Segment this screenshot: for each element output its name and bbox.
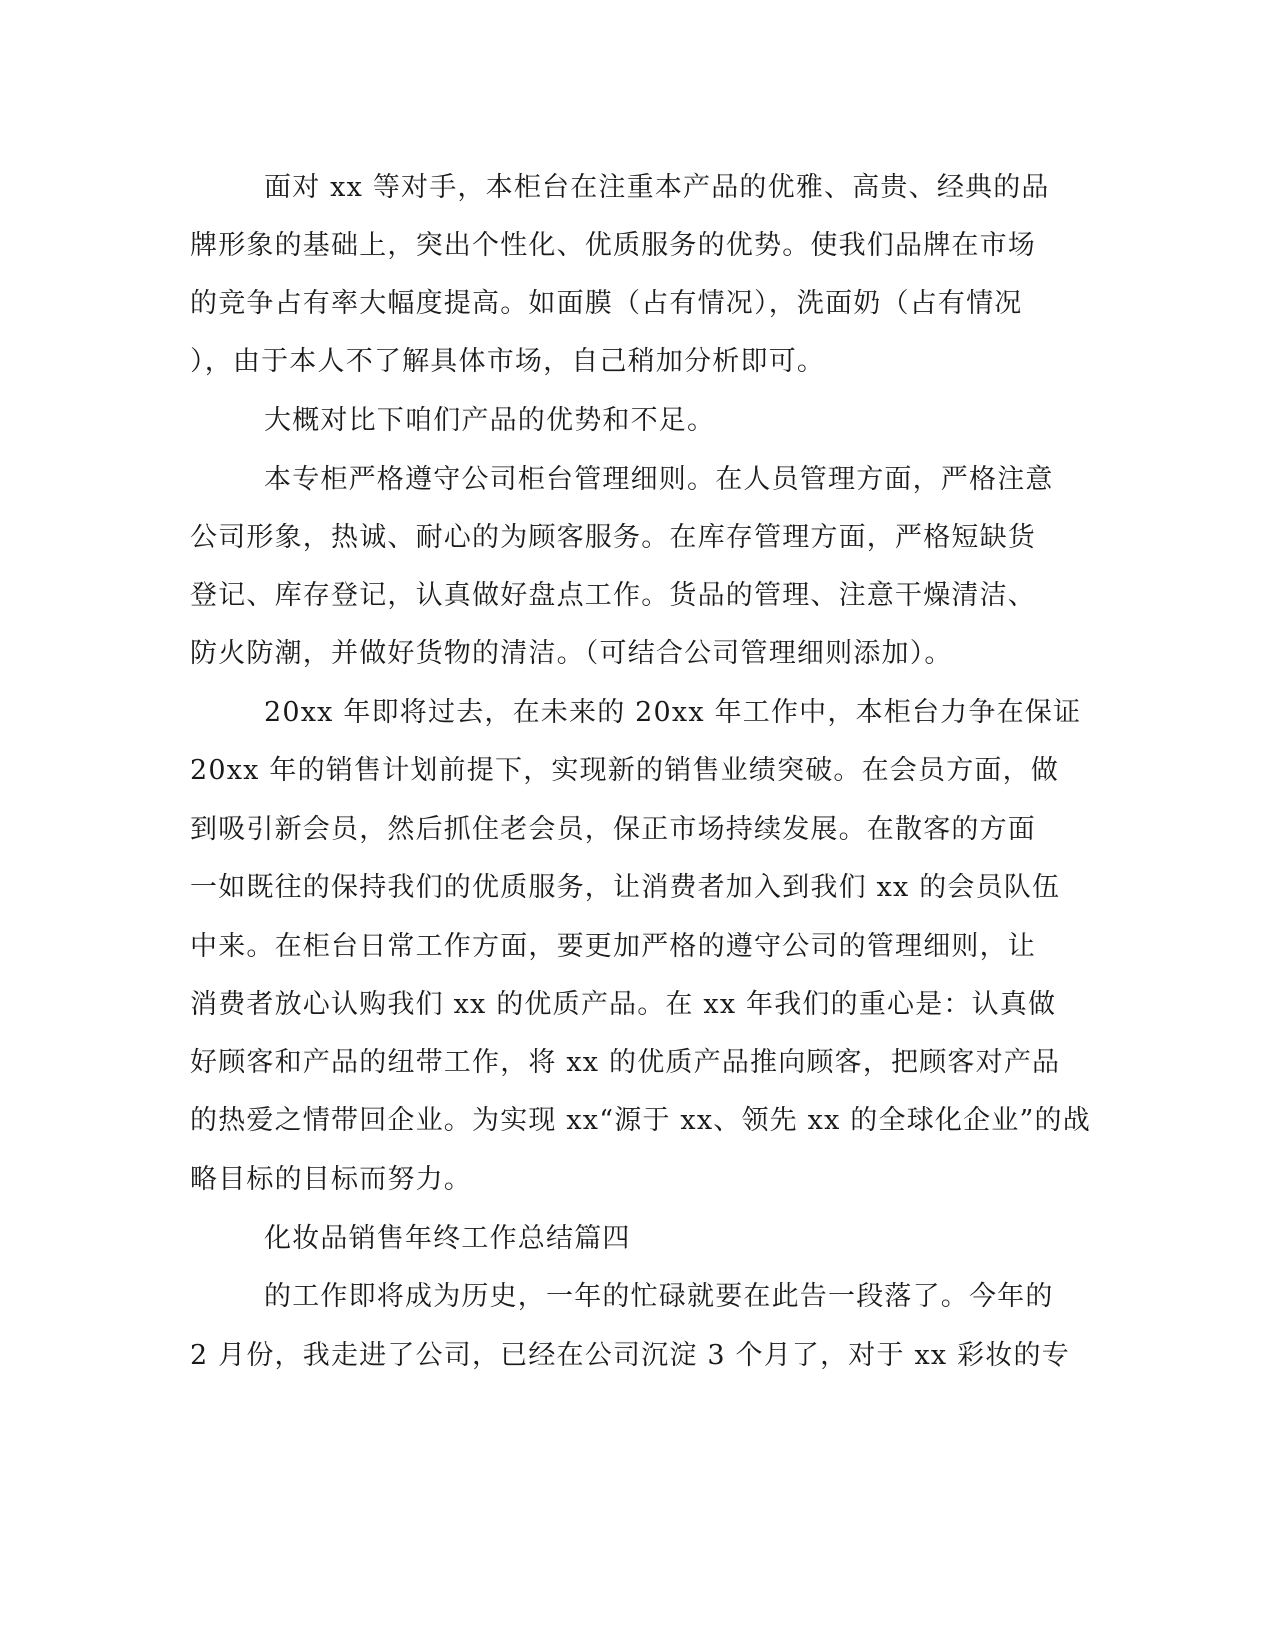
text-line: 大概对比下咱们产品的优势和不足。 [264, 405, 716, 436]
text-line: 略目标的目标而努力。 [190, 1164, 472, 1195]
text-line: 登记、库存登记，认真做好盘点工作。货品的管理、注意干燥清洁、 [190, 580, 1036, 611]
text-line: 的竞争占有率大幅度提高。如面膜（占有情况），洗面奶（占有情况 [190, 288, 1023, 319]
text-line: 的热爱之情带回企业。为实现 xx“源于 xx、领先 xx 的全球化企业”的战 [190, 1105, 1091, 1136]
text-line: 2 月份，我走进了公司，已经在公司沉淀 3 个月了，对于 xx 彩妆的专 [190, 1340, 1070, 1371]
section-heading: 化妆品销售年终工作总结篇四 [264, 1223, 631, 1254]
text-line: 的工作即将成为历史，一年的忙碌就要在此告一段落了。今年的 [264, 1281, 1054, 1312]
text-line: 20xx 年的销售计划前提下，实现新的销售业绩突破。在会员方面，做 [190, 755, 1059, 786]
text-line: 面对 xx 等对手，本柜台在注重本产品的优雅、高贵、经典的品 [264, 172, 1050, 203]
text-line: 20xx 年即将过去，在未来的 20xx 年工作中，本柜台力争在保证 [264, 697, 1082, 728]
text-line: 公司形象，热诚、耐心的为顾客服务。在库存管理方面，严格短缺货 [190, 522, 1036, 553]
text-line: 消费者放心认购我们 xx 的优质产品。在 xx 年我们的重心是：认真做 [190, 989, 1057, 1020]
text-line: 中来。在柜台日常工作方面，要更加严格的遵守公司的管理细则，让 [190, 931, 1036, 962]
text-line: 到吸引新会员，然后抓住老会员，保正市场持续发展。在散客的方面 [190, 814, 1036, 845]
text-line: ），由于本人不了解具体市场，自己稍加分析即可。 [190, 346, 826, 377]
text-line: 一如既往的保持我们的优质服务，让消费者加入到我们 xx 的会员队伍 [190, 872, 1061, 903]
text-line: 牌形象的基础上，突出个性化、优质服务的优势。使我们品牌在市场 [190, 230, 1036, 261]
text-line: 本专柜严格遵守公司柜台管理细则。在人员管理方面，严格注意 [264, 464, 1054, 495]
text-line: 防火防潮，并做好货物的清洁。（可结合公司管理细则添加）。 [190, 638, 953, 669]
text-line: 好顾客和产品的纽带工作，将 xx 的优质产品推向顾客，把顾客对产品 [190, 1047, 1061, 1078]
